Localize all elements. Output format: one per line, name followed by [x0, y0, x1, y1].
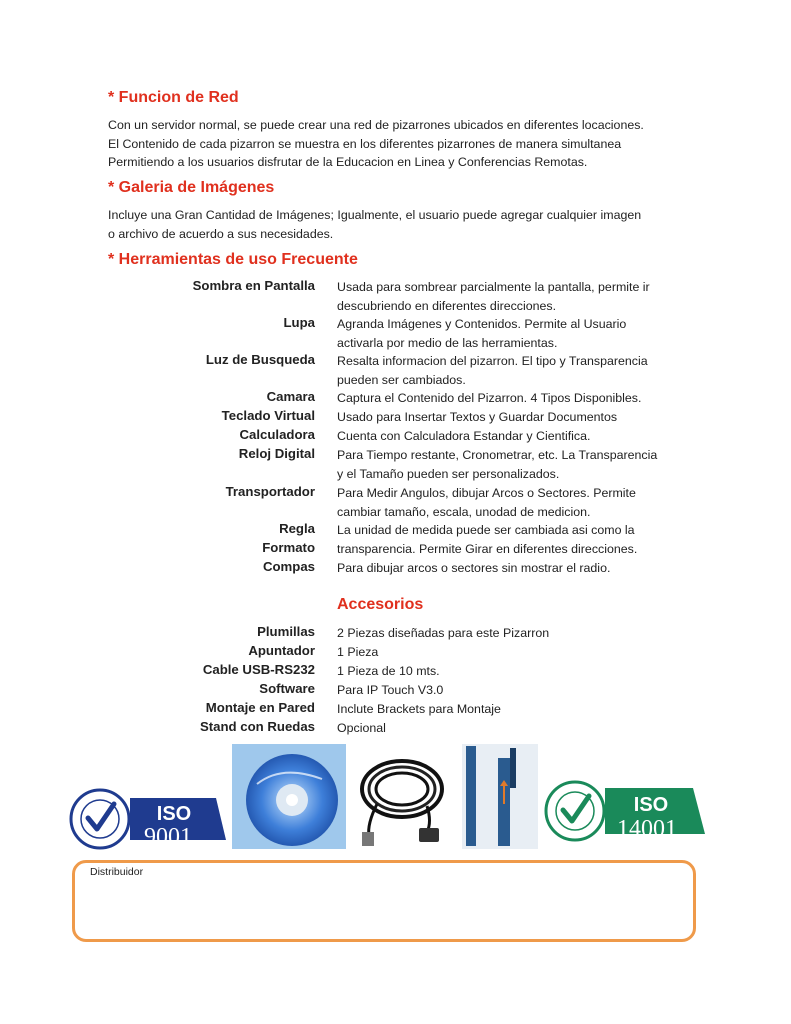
section-heading-tools: * Herramientas de uso Frecuente — [108, 251, 358, 268]
distributor-box — [72, 860, 696, 942]
software-cd-image — [232, 744, 346, 849]
wall-bracket-image — [462, 744, 538, 849]
distributor-label: Distribuidor — [90, 866, 144, 878]
text-line: El Contenido de cada pizarron se muestra en los diferentes pizarrones de manera simultanea — [108, 136, 622, 151]
accessory-desc: Opcional — [337, 721, 386, 735]
tool-term: Regla — [279, 521, 315, 536]
accessory-term: Plumillas — [257, 624, 315, 639]
text-line: Incluye una Gran Cantidad de Imágenes; Igualmente, el usuario puede agregar cualquier imagen — [108, 208, 642, 222]
tool-desc: Resalta informacion del pizarron. El tipo y Transparencia pueden ser cambiados. — [337, 354, 648, 387]
accessory-term: Stand con Ruedas — [199, 719, 315, 734]
accessory-desc: Para IP Touch V3.0 — [337, 683, 444, 697]
tool-term: Sombra en Pantalla — [192, 278, 315, 293]
tool-desc: Agranda Imágenes y Contenidos. Permite al Usuario activarla por medio de las herramientas. — [337, 317, 627, 350]
text-line: o archivo de acuerdo a sus necesidades. — [108, 226, 334, 241]
section-text-gallery — [108, 206, 708, 243]
iso-9001-logo — [68, 786, 228, 852]
tool-term: Luz de Busqueda — [205, 352, 315, 367]
tool-desc: transparencia. Permite Girar en diferentes direcciones. — [337, 542, 638, 556]
tool-desc: Cuenta con Calculadora Estandar y Cientifica. — [337, 429, 591, 443]
section-text-red — [108, 116, 708, 172]
svg-text:ISO: ISO — [156, 803, 192, 825]
tool-desc: Para dibujar arcos o sectores sin mostrar el radio. — [337, 561, 611, 575]
tool-desc: Captura el Contenido del Pizarron. 4 Tipos Disponibles. — [337, 391, 642, 405]
accessory-desc: 1 Pieza de 10 mts. — [337, 664, 440, 678]
accessory-desc: 2 Piezas diseñadas para este Pizarron — [337, 626, 550, 640]
tool-desc: Usada para sombrear parcialmente la pantalla, permite ir descubriendo en diferentes direcciones. — [337, 280, 650, 313]
svg-text:9001: 9001 — [144, 824, 192, 850]
tool-desc: Usado para Insertar Textos y Guardar Documentos — [337, 410, 618, 424]
tool-desc: Para Medir Angulos, dibujar Arcos o Sectores. Permite cambiar tamaño, escala, unodad de medicion. — [337, 486, 636, 519]
accessories-heading: Accesorios — [337, 596, 424, 613]
accessory-term: Montaje en Pared — [205, 700, 315, 715]
tool-term: Teclado Virtual — [221, 408, 315, 423]
accessory-desc: 1 Pieza — [337, 645, 379, 659]
tool-term: Transportador — [225, 484, 315, 499]
tool-term: Formato — [262, 540, 315, 555]
accessory-term: Apuntador — [248, 643, 315, 658]
accessory-term: Software — [259, 681, 315, 696]
text-line: Permitiendo a los usuarios disfrutar de la Educacion en Linea y Conferencias Remotas. — [108, 155, 588, 169]
tool-term: Lupa — [283, 315, 315, 330]
tool-term: Calculadora — [239, 427, 315, 442]
accessory-desc: Inclute Brackets para Montaje — [337, 702, 501, 716]
svg-text:ISO: ISO — [633, 794, 669, 816]
iso-14001-logo — [541, 778, 707, 844]
text-line: Con un servidor normal, se puede crear una red de pizarrones ubicados en diferentes locaciones. — [108, 118, 644, 132]
tool-desc: Para Tiempo restante, Cronometrar, etc. La Transparencia y el Tamaño pueden ser personalizados. — [337, 448, 658, 481]
tool-term: Compas — [262, 559, 315, 574]
usb-cable-image — [347, 744, 461, 849]
tool-term: Reloj Digital — [238, 446, 315, 461]
tool-desc: La unidad de medida puede ser cambiada asi como la — [337, 523, 635, 537]
svg-text:14001: 14001 — [617, 816, 677, 842]
section-heading-red: * Funcion de Red — [108, 89, 239, 106]
section-heading-gallery: * Galeria de Imágenes — [108, 179, 275, 196]
tool-term: Camara — [266, 389, 315, 404]
accessory-term: Cable USB-RS232 — [202, 662, 315, 677]
